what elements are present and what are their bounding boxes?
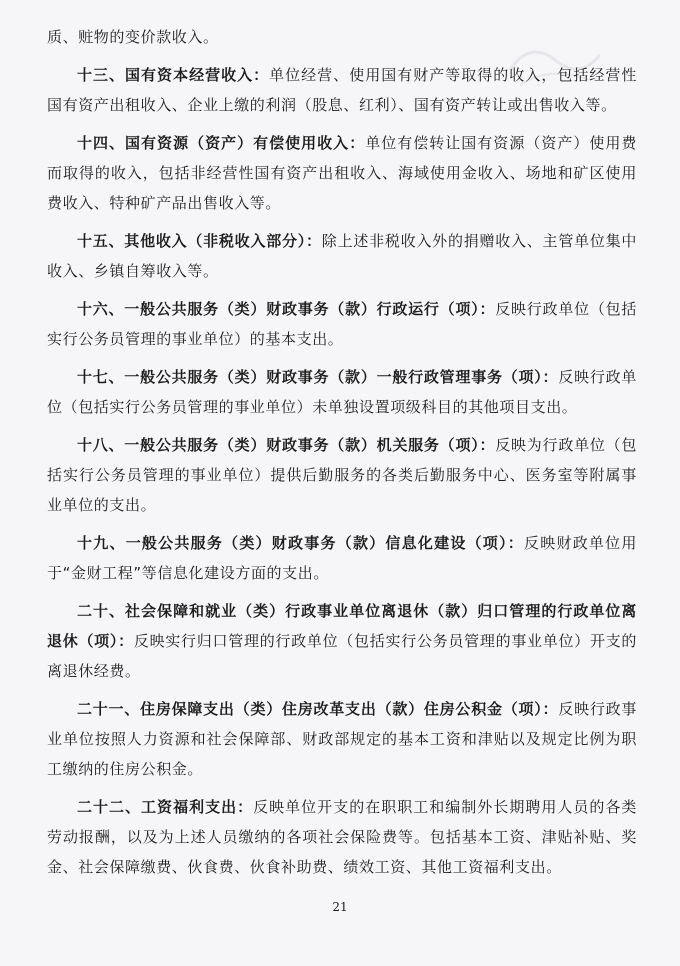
- paragraph-item-14: [47, 128, 637, 218]
- item-text: 反映为行政单位（包括实行公务员管理的事业单位）提供后勤服务的各类后勤服务中心、医务室等附属事业单位的支出。: [47, 436, 637, 514]
- item-text: 单位经营、使用国有财产等取得的收入，包括经营性国有资产出租收入、企业上缴的利润（股息、红利）、国有资产转让或出售收入等。: [47, 66, 637, 114]
- paragraph-item-22: [47, 792, 637, 882]
- item-text: 反映行政单位（包括实行公务员管理的事业单位）的基本支出。: [47, 300, 637, 348]
- paragraph-item-13: [47, 60, 637, 120]
- item-heading: 二十、社会保障和就业（类）行政事业单位离退休（款）归口管理的行政单位离退休（项）：: [47, 602, 637, 650]
- item-text: 反映实行归口管理的行政单位（包括实行公务员管理的事业单位）开支的离退休经费。: [47, 632, 638, 680]
- item-heading: 二十一、住房保障支出（类）住房改革支出（款）住房公积金（项）：: [77, 700, 559, 718]
- item-heading: 二十二、工资福利支出：: [77, 798, 254, 816]
- item-heading: 十六、一般公共服务（类）财政事务（款）行政运行（项）：: [77, 300, 496, 318]
- item-text: 反映财政单位用于“金财工程”等信息化建设方面的支出。: [47, 534, 637, 582]
- item-heading: 十三、国有资本经营收入：: [77, 66, 270, 84]
- item-heading: 十四、国有资源（资产）有偿使用收入：: [77, 134, 366, 152]
- item-heading: 十五、其他收入（非税收入部分）：: [77, 232, 322, 250]
- item-text: 除上述非税收入外的捐赠收入、主管单位集中收入、乡镇自筹收入等。: [47, 232, 637, 280]
- paragraph-item-16: [47, 294, 637, 354]
- item-text: 单位有偿转让国有资源（资产）使用费而取得的收入，包括非经营性国有资产出租收入、海域使用金收入、场地和矿区使用费收入、特种矿产品出售收入等。: [47, 134, 638, 212]
- item-heading: 十七、一般公共服务（类）财政事务（款）一般行政管理事务（项）：: [77, 368, 559, 386]
- paragraph-continuation: 质、赃物的变价款收入。: [47, 28, 219, 46]
- paragraph-item-18: [47, 430, 637, 520]
- item-heading: 十八、一般公共服务（类）财政事务（款）机关服务（项）：: [77, 436, 496, 454]
- item-text: 反映单位开支的在职职工和编制外长期聘用人员的各类劳动报酬，以及为上述人员缴纳的各项社会保险费等。包括基本工资、津贴补贴、奖金、社会保障缴费、伙食费、伙食补助费、绩效工资、其他工资福利支出。: [47, 798, 638, 876]
- item-text: 反映行政单位（包括实行公务员管理的事业单位）未单独设置项级科目的其他项目支出。: [47, 368, 637, 416]
- paragraph-item-17: [47, 362, 637, 422]
- document-body: [47, 22, 637, 890]
- item-text: 反映行政事业单位按照人力资源和社会保障部、财政部规定的基本工资和津贴以及规定比例为职工缴纳的住房公积金。: [47, 700, 637, 778]
- paragraph-item-15: [47, 226, 637, 286]
- paragraph-item-21: [47, 694, 637, 784]
- paragraph-item-19: [47, 528, 637, 588]
- item-heading: 十九、一般公共服务（类）财政事务（款）信息化建设（项）：: [77, 534, 524, 552]
- paragraph-item-20: [47, 596, 637, 686]
- page-number: 21: [332, 900, 348, 914]
